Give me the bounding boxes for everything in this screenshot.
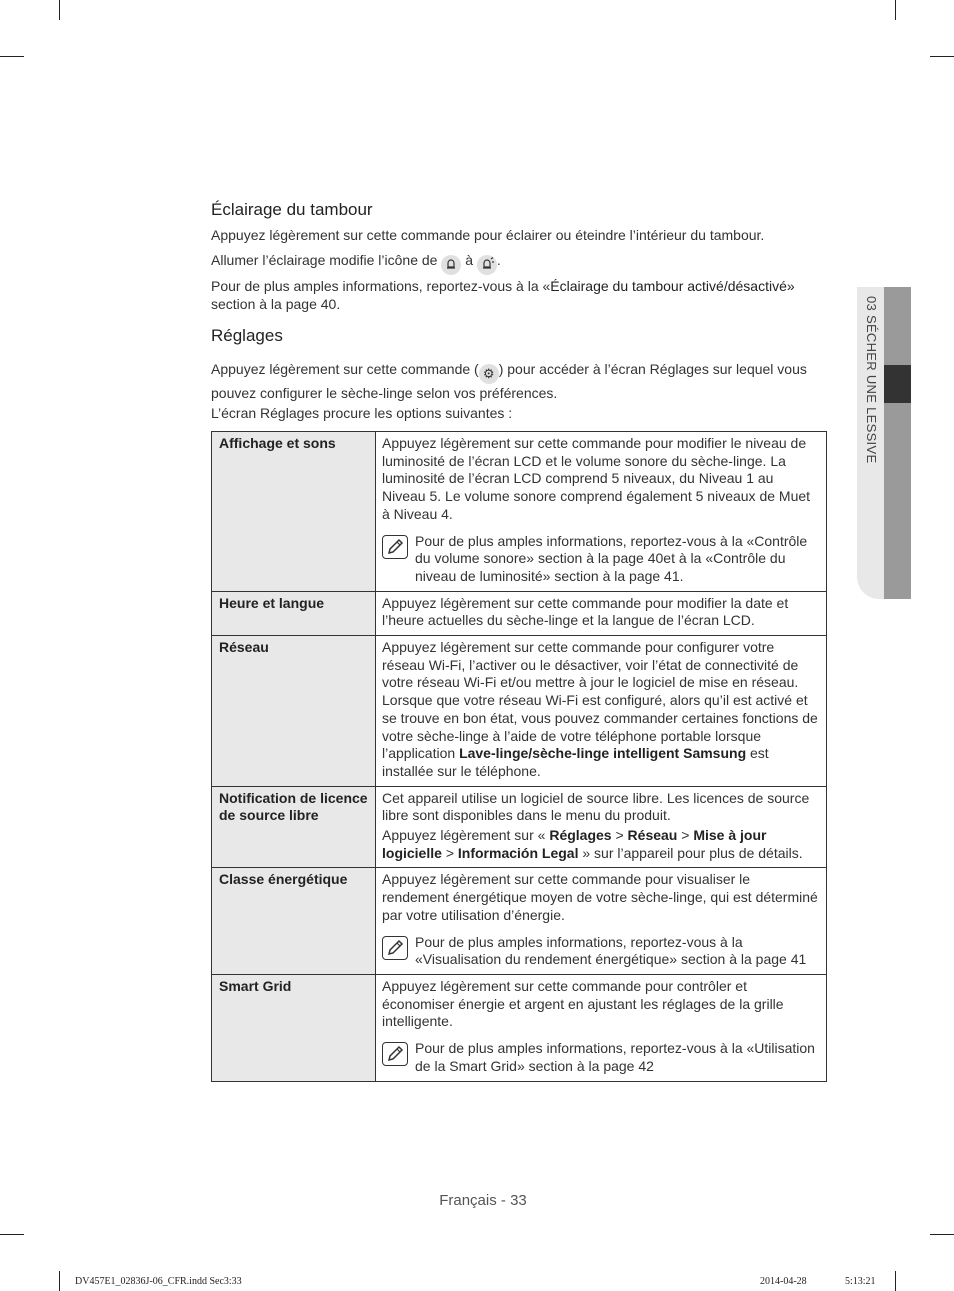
chapter-tab-label: 03 SÉCHER UNE LESSIVE <box>864 296 879 464</box>
slug-file: DV457E1_02836J-06_CFR.indd Sec3:33 <box>75 1276 242 1287</box>
note: Pour de plus amples informations, reportez-vous à la «Contrôle du volume sonore» section à la page 40et à la «Contrôle du niveau de luminosité» section à la page 41. <box>382 533 820 586</box>
lamp-off-icon <box>441 255 461 275</box>
table-row <box>212 974 827 1081</box>
settings-description: Appuyez légèrement sur cette commande ( ⚙ ) pour accéder à l’écran Réglages sur lequel vous pouvez configurer le sèche-linge selon vos préférences. <box>211 361 807 401</box>
note: Pour de plus amples informations, reportez-vous à la «Utilisation de la Smart Grid» section à la page 42 <box>382 1040 820 1075</box>
gear-icon: ⚙ <box>479 364 499 384</box>
option-name: Notification de licence de source libre <box>212 786 376 868</box>
option-name: Affichage et sons <box>212 432 376 592</box>
option-description: Appuyez légèrement sur cette commande pour visualiser le rendement énergétique moyen de votre sèche-linge, qui est déterminé par votre utilisation d’énergie. Pour de plus amples informations, reportez-vous à la «Visualisation du rendement énergétique» section à la page 41 <box>376 868 827 975</box>
table-row <box>212 786 827 868</box>
section-title-settings: Réglages <box>211 326 283 345</box>
note: Pour de plus amples informations, reportez-vous à la «Visualisation du rendement énergétique» section à la page 41 <box>382 934 820 969</box>
table-row <box>212 432 827 592</box>
crop-mark <box>59 1271 60 1291</box>
slug-date: 2014-04-28 <box>760 1276 807 1287</box>
crop-mark <box>0 56 24 57</box>
option-description: Appuyez légèrement sur cette commande pour modifier la date et l’heure actuelles du sèche-linge et la langue de l’écran LCD. <box>376 591 827 635</box>
note-pencil-icon <box>382 936 408 960</box>
page-number: Français - 33 <box>439 1192 527 1209</box>
note-pencil-icon <box>382 1042 408 1066</box>
slug-time: 5:13:21 <box>845 1276 876 1287</box>
crop-mark <box>930 56 954 57</box>
settings-table <box>211 431 827 1082</box>
page-content <box>211 200 827 1082</box>
crop-mark <box>895 0 896 20</box>
crop-mark <box>59 0 60 20</box>
lamp-on-icon <box>477 255 497 275</box>
option-name: Classe énergétique <box>212 868 376 975</box>
option-description: Appuyez légèrement sur cette commande pour configurer votre réseau Wi-Fi, l’activer ou le désactiver, voir l’état de connectivité de votre réseau Wi-Fi et/ou mettre à jour le logiciel de mise en réseau. Lorsque que votre réseau Wi-Fi est configuré, alors qu’il est activé et se trouve en bon état, vous pouvez commander certaines fonctions de votre sèche-linge à l’aide de votre téléphone portable lorsque l’application Lave-linge/sèche-linge intelligent Samsung est installée sur le téléphone. <box>376 636 827 787</box>
drum-light-icon-line: Allumer l’éclairage modifie l’icône de à . <box>211 251 827 275</box>
note-pencil-icon <box>382 535 408 559</box>
chapter-tab-band <box>884 287 911 599</box>
option-name: Heure et langue <box>212 591 376 635</box>
option-name: Réseau <box>212 636 376 787</box>
chapter-tab <box>857 287 911 599</box>
option-description: Cet appareil utilise un logiciel de source libre. Les licences de source libre sont disponibles dans le menu du produit. Appuyez légèrement sur « Réglages > Réseau > Mise à jour logicielle > Información Legal » sur l’appareil pour plus de détails. <box>376 786 827 868</box>
drum-light-description: Appuyez légèrement sur cette commande pour éclairer ou éteindre l’intérieur du tambour. <box>211 227 765 243</box>
section-title-drum-light: Éclairage du tambour <box>211 200 373 219</box>
option-name: Smart Grid <box>212 974 376 1081</box>
crop-mark <box>895 1271 896 1291</box>
option-description: Appuyez légèrement sur cette commande pour contrôler et économiser énergie et argent en ajustant les réglages de la grille intelligente. Pour de plus amples informations, reportez-vous à la «Utilisation de la Smart Grid» section à la page 42 <box>376 974 827 1081</box>
table-row <box>212 868 827 975</box>
crop-mark <box>0 1234 24 1235</box>
drum-light-reference: Pour de plus amples informations, reportez-vous à la «Éclairage du tambour activé/désactivé» section à la page 40. <box>211 278 795 312</box>
settings-options-intro: L’écran Réglages procure les options suivantes : <box>211 405 513 421</box>
table-row <box>212 591 827 635</box>
table-row <box>212 636 827 787</box>
option-description: Appuyez légèrement sur cette commande pour modifier le niveau de luminosité de l’écran LCD et le volume sonore du sèche-linge. La luminosité de l’écran LCD comprend 5 niveaux, du Niveau 1 au Niveau 5. Le volume sonore comprend également 5 niveaux de Muet à Niveau 4. Pour de plus amples informations, reportez-vous à la «Contrôle du volume sonore» section à la page 40et à la «Contrôle du niveau de luminosité» section à la page 41. <box>376 432 827 592</box>
crop-mark <box>930 1234 954 1235</box>
chapter-tab-marker <box>884 365 911 403</box>
